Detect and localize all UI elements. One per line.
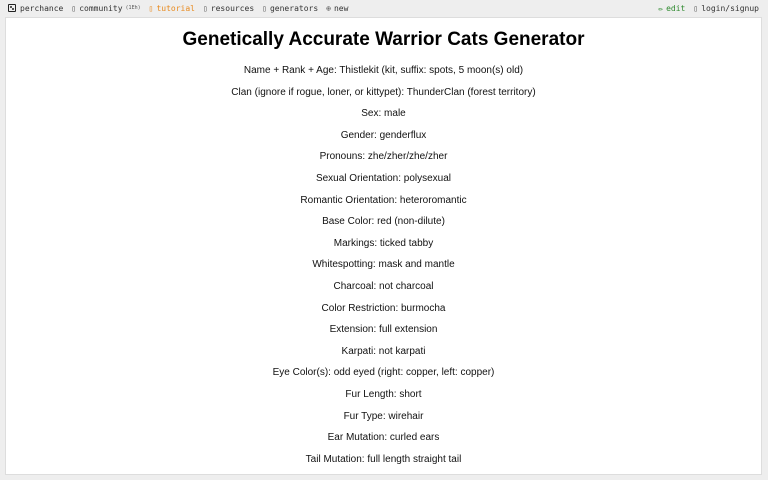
result-romantic-orientation: Romantic Orientation: heteroromantic bbox=[300, 194, 467, 206]
result-ear-mutation: Ear Mutation: curled ears bbox=[327, 432, 440, 444]
result-sex: Sex: male bbox=[361, 108, 406, 120]
community-count: (1Eh) bbox=[125, 5, 141, 11]
nav-new-label: new bbox=[333, 3, 349, 13]
result-fur-length: Fur Length: short bbox=[345, 388, 422, 400]
nav-generators[interactable] bbox=[262, 4, 318, 13]
result-base-color: Base Color: red (non-dilute) bbox=[322, 216, 445, 228]
nav-generators-label: generators bbox=[269, 3, 319, 13]
result-sexual-orientation: Sexual Orientation: polysexual bbox=[315, 172, 452, 184]
page-title: Genetically Accurate Warrior Cats Generator bbox=[182, 29, 585, 50]
resources-icon: ▯ bbox=[202, 3, 208, 13]
result-pronouns: Pronouns: zhe/zher/zhe/zher bbox=[319, 151, 448, 163]
nav-tutorial[interactable] bbox=[149, 4, 195, 13]
generator-output-panel bbox=[5, 17, 762, 475]
result-name-rank-age: Name + Rank + Age: Thistlekit (kit, suffix: spots, 5 moon(s) old) bbox=[243, 65, 524, 76]
generators-icon: ▯ bbox=[262, 3, 267, 13]
result-gender: Gender: genderflux bbox=[340, 129, 427, 141]
chat-icon: ▯ bbox=[71, 3, 77, 13]
result-fur-type: Fur Type: wirehair bbox=[343, 410, 424, 422]
pencil-icon: ✏ bbox=[658, 3, 664, 13]
nav-community-label: community bbox=[79, 3, 123, 13]
nav-edit[interactable] bbox=[658, 4, 685, 13]
nav-perchance-label: perchance bbox=[20, 3, 64, 13]
top-nav-bar bbox=[0, 0, 768, 16]
nav-tutorial-label: tutorial bbox=[156, 3, 195, 13]
nav-community[interactable] bbox=[71, 4, 140, 13]
result-whitespotting: Whitespotting: mask and mantle bbox=[312, 259, 455, 271]
result-karpati: Karpati: not karpati bbox=[341, 345, 426, 357]
nav-right bbox=[650, 0, 759, 16]
book-icon: ▯ bbox=[148, 3, 154, 13]
dice-icon bbox=[8, 4, 16, 12]
plus-circle-icon: ⊕ bbox=[326, 3, 331, 13]
result-charcoal: Charcoal: not charcoal bbox=[333, 280, 434, 292]
result-color-restriction: Color Restriction: burmocha bbox=[321, 302, 446, 314]
nav-login[interactable] bbox=[693, 4, 759, 13]
nav-resources-label: resources bbox=[210, 3, 255, 13]
nav-resources[interactable] bbox=[203, 4, 254, 13]
nav-login-label: login/signup bbox=[701, 3, 759, 13]
result-eye-color: Eye Color(s): odd eyed (right: copper, left: copper) bbox=[272, 367, 495, 379]
nav-left bbox=[8, 0, 356, 16]
result-tail-mutation: Tail Mutation: full length straight tail bbox=[305, 453, 462, 465]
result-extension: Extension: full extension bbox=[329, 324, 438, 336]
result-markings: Markings: ticked tabby bbox=[333, 237, 434, 249]
nav-edit-label: edit bbox=[666, 3, 686, 13]
nav-perchance[interactable] bbox=[8, 4, 63, 13]
nav-new[interactable] bbox=[326, 4, 348, 13]
result-clan: Clan (ignore if rogue, loner, or kittypet): ThunderClan (forest territory) bbox=[231, 86, 536, 98]
user-icon: ▯ bbox=[693, 3, 699, 13]
generator-results bbox=[6, 64, 761, 474]
